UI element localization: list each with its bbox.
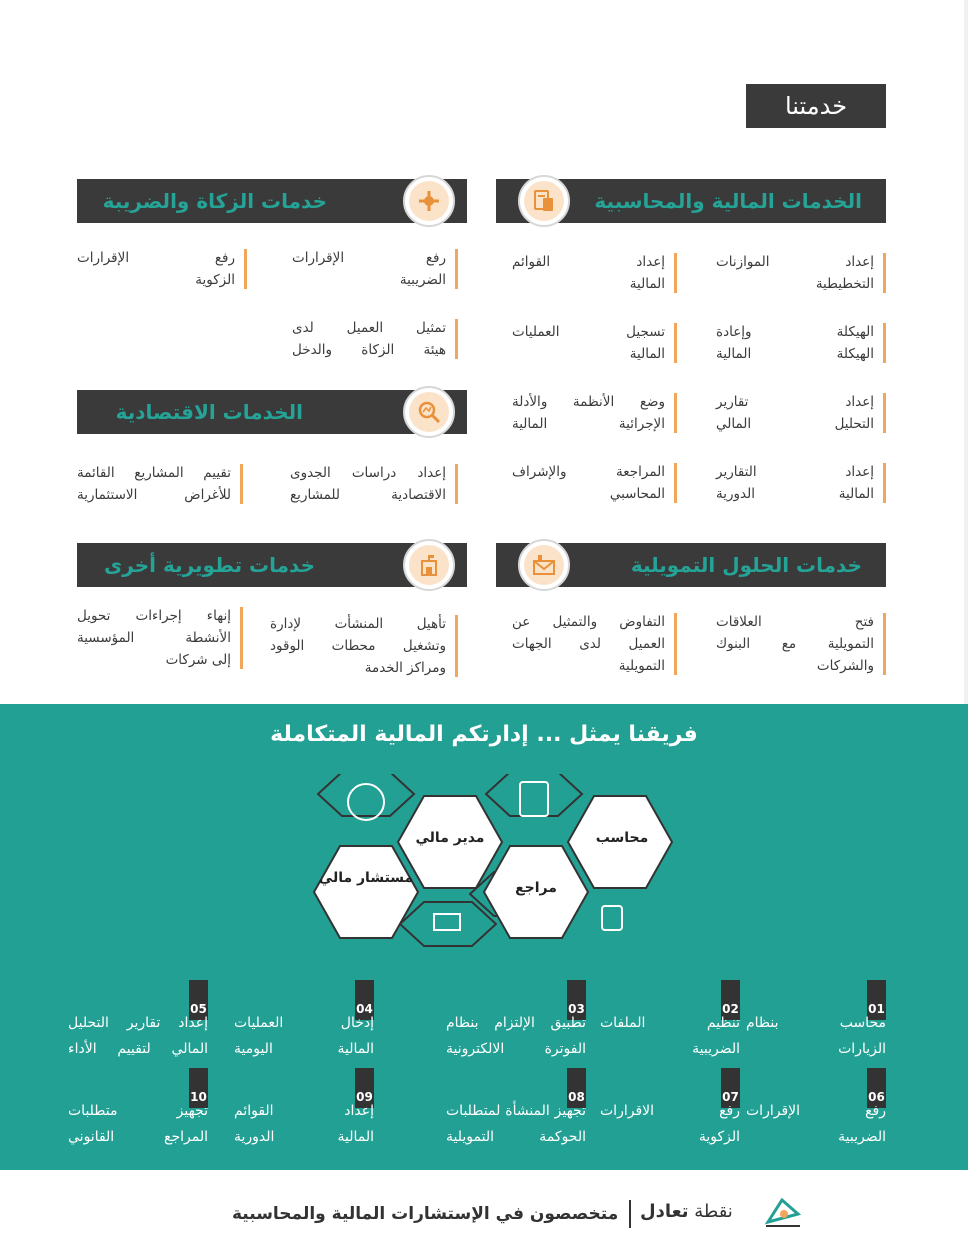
service-item: إعداد دراسات الجدوى الاقتصادية للمشاريع (290, 462, 458, 506)
section-title: الخدمات الاقتصادية (115, 400, 303, 424)
brand-prefix: نقطة (694, 1201, 733, 1222)
service-item: إعداد التقارير المالية الدورية (716, 461, 886, 505)
service-item: فتح العلاقات التمويلية مع البنوك والشركات (716, 611, 886, 677)
section-header-finance (496, 179, 886, 223)
footer-divider (629, 1200, 631, 1228)
service-item: التفاوض والتمثيل عن العميل لدى الجهات التمويلية (512, 611, 677, 677)
service-item: إنهاء إجراءات تحويل الأنشطة المؤسسية إلى شركات (77, 605, 243, 671)
service-item: وضع الأنظمة والأدلة الإجرائية المالية (512, 391, 677, 435)
role-label: محاسب (595, 830, 649, 846)
section-header-financing (496, 543, 886, 587)
service-item: الهيكلة وإعادة الهيكلة المالية (716, 321, 886, 365)
section-header-zakat (77, 179, 467, 223)
footer (0, 1170, 968, 1256)
service-item: رفع الإقرارات الزكوية (77, 247, 247, 291)
role-label: مدير مالي (415, 830, 485, 846)
hexagon-diagram (300, 774, 680, 954)
service-item: إعداد القوائم المالية (512, 251, 677, 295)
hand-money-icon (602, 906, 622, 930)
section-title: الخدمات المالية والمحاسبية (594, 189, 862, 213)
hex-outline (318, 774, 414, 816)
service-item: تقييم المشاريع القائمة للأغراض الاستثمارية (77, 462, 243, 506)
hex-outline (486, 774, 582, 816)
service-item: تسجيل العمليات المالية (512, 321, 677, 365)
magnifier-chart-icon (403, 386, 455, 438)
building-icon (403, 539, 455, 591)
handshake-icon (403, 175, 455, 227)
section-header-development (77, 543, 467, 587)
logo-icon (764, 1192, 802, 1228)
buildings-icon (434, 914, 460, 930)
calculator-icon (518, 175, 570, 227)
brand-name (640, 1201, 733, 1222)
service-item: تأهيل المنشأت لإدارة وتشغيل محطات الوقود ومراكز الخدمة (270, 613, 458, 679)
section-title: خدمات تطويرية أخرى (103, 553, 315, 577)
brand-main: تعادل (640, 1201, 689, 1222)
role-label: مراجع (515, 880, 557, 896)
page-title: خدمتنا (746, 84, 886, 128)
page-edge (964, 0, 968, 704)
role-label: مستشار مالي (318, 870, 414, 886)
team-section: فريقنا يمثل ... إدارتكم المالية المتكاملة محاسب مدير مالي مراجع مستشار مالي 01 محاسب بنظام الزيارات 02 تنظيم الملفات الضريبية 03 تطبيق الإلتزام بنظام الفوترة الالكترونية 04 إدخال العمليات المالية اليومية 05 إعداد تقارير التحليل المالي لتقييم الأداء 06 رفع الإقرارات الضريبية 07 رفع الاقرارات الزكوية 08 تجهيز المنشأة لمتطلبات الحوكمة التمويلية 09 إعداد القوائم المالية الدورية 10 تجهيز متطلبات المراجع القانوني (0, 704, 968, 1170)
section-title: خدمات الزكاة والضريبة (102, 189, 327, 213)
invoice-icon (520, 782, 548, 816)
footer-tagline: متخصصون في الإستشارات المالية والمحاسبية (232, 1204, 619, 1224)
envelope-icon (518, 539, 570, 591)
service-item: رفع الإقرارات الضريبية (292, 247, 458, 291)
team-title: فريقنا يمثل ... إدارتكم المالية المتكاملة (270, 722, 698, 747)
service-item: إعداد تقارير التحليل المالي (716, 391, 886, 435)
section-title: خدمات الحلول التمويلية (630, 553, 862, 577)
section-header-economic (77, 390, 467, 434)
hex-advisor (314, 846, 418, 938)
service-item: المراجعة والإشراف المحاسبي (512, 461, 677, 505)
globe-person-icon (348, 784, 384, 820)
service-item: تمثيل العميل لدى هيئة الزكاة والدخل (292, 317, 458, 361)
hex-outline (400, 902, 496, 946)
service-item: إعداد الموازنات التخطيطية (716, 251, 886, 295)
